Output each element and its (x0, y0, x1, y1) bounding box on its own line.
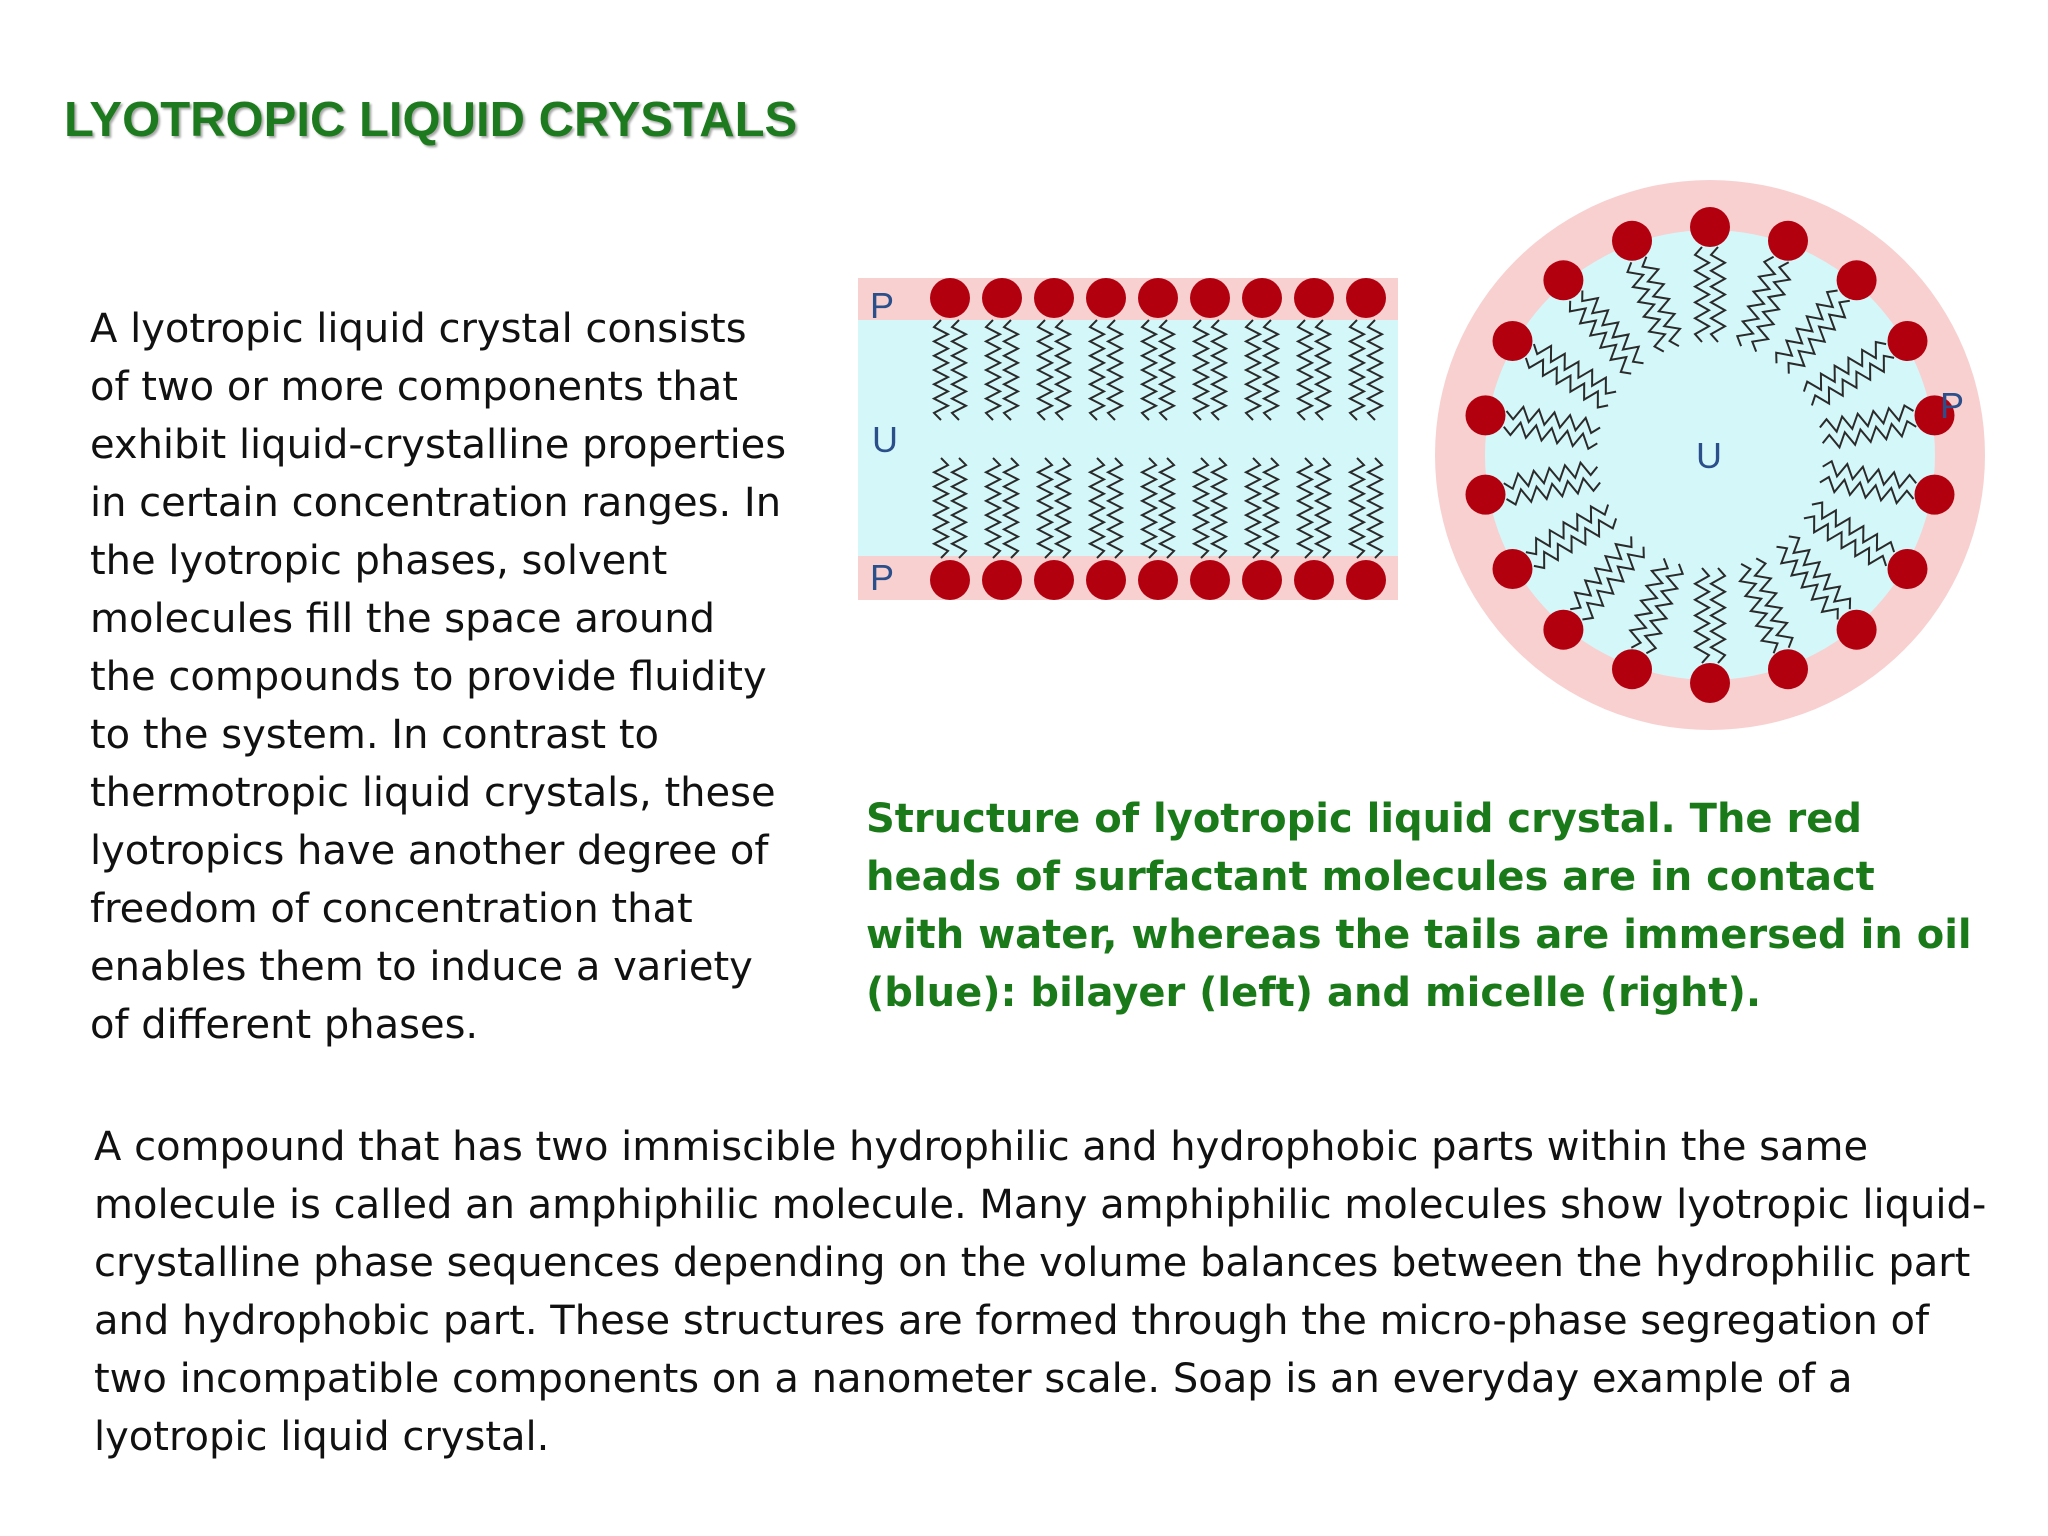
micelle-head (1493, 321, 1533, 361)
micelle-head (1493, 549, 1533, 589)
micelle-head (1768, 221, 1808, 261)
micelle-head (1466, 395, 1506, 435)
bilayer-bottom-head (1346, 560, 1386, 600)
micelle-diagram (1435, 180, 1985, 730)
figure-caption: Structure of lyotropic liquid crystal. The red heads of surfactant molecules are in contact with water, whereas the tails are immersed in oil (blue): bilayer (left) and micelle (right). (866, 796, 1972, 1016)
bilayer-top-head (930, 278, 970, 318)
bilayer-bottom-head (982, 560, 1022, 600)
bilayer-bottom-head (1294, 560, 1334, 600)
micelle-head (1543, 610, 1583, 650)
micelle-label-center: U (1696, 435, 1722, 476)
micelle-head (1837, 610, 1877, 650)
amphiphilic-paragraph: A compound that has two immiscible hydrophilic and hydrophobic parts within the same molecule is called an amphiphilic molecule. Many amphiphilic molecules show lyotropic liquid-crystalline phase sequences depending on the volume balances between the hydrophilic part and hydrophobic part. These structures are formed through the micro-phase segregation of two incompatible components on a nanometer scale. Soap is an everyday example of a lyotropic liquid crystal. (94, 1124, 1987, 1460)
bilayer-bottom-head (930, 560, 970, 600)
intro-paragraph: A lyotropic liquid crystal consists of two or more components that exhibit liquid-crystalline properties in certain concentration ranges. In the lyotropic phases, solvent molecules fill the space around the compounds to provide fluidity to the system. In contrast to thermotropic liquid crystals, these lyotropics have another degree of freedom of concentration that enables them to induce a variety of different phases. (90, 306, 787, 1048)
micelle-head (1612, 221, 1652, 261)
bilayer-label-bottom: P (870, 557, 895, 598)
micelle-head (1690, 207, 1730, 247)
micelle-head (1543, 260, 1583, 300)
micelle-head (1690, 663, 1730, 703)
slide-title: LYOTROPIC LIQUID CRYSTALS (64, 93, 798, 147)
bilayer-label-top: P (870, 285, 895, 326)
micelle-label-edge: P (1940, 385, 1965, 426)
figure-svg (850, 170, 1990, 740)
bilayer-top-head (1346, 278, 1386, 318)
bilayer-bottom-head (1190, 560, 1230, 600)
bilayer-top-head (1242, 278, 1282, 318)
bilayer-bottom-head (1086, 560, 1126, 600)
bilayer-bottom-head (1034, 560, 1074, 600)
bilayer-top-head (982, 278, 1022, 318)
micelle-head (1768, 649, 1808, 689)
micelle-head (1888, 321, 1928, 361)
lyotropic-structure-figure (850, 170, 1990, 740)
bilayer-top-head (1294, 278, 1334, 318)
bilayer-bottom-head (1242, 560, 1282, 600)
micelle-head (1612, 649, 1652, 689)
micelle-head (1466, 475, 1506, 515)
bilayer-top-head (1034, 278, 1074, 318)
micelle-head (1888, 549, 1928, 589)
micelle-head (1837, 260, 1877, 300)
bilayer-top-head (1190, 278, 1230, 318)
bilayer-label-middle: U (872, 419, 898, 460)
bilayer-bottom-head (1138, 560, 1178, 600)
bilayer-diagram (858, 278, 1398, 600)
bilayer-top-head (1086, 278, 1126, 318)
micelle-head (1915, 475, 1955, 515)
bilayer-top-head (1138, 278, 1178, 318)
